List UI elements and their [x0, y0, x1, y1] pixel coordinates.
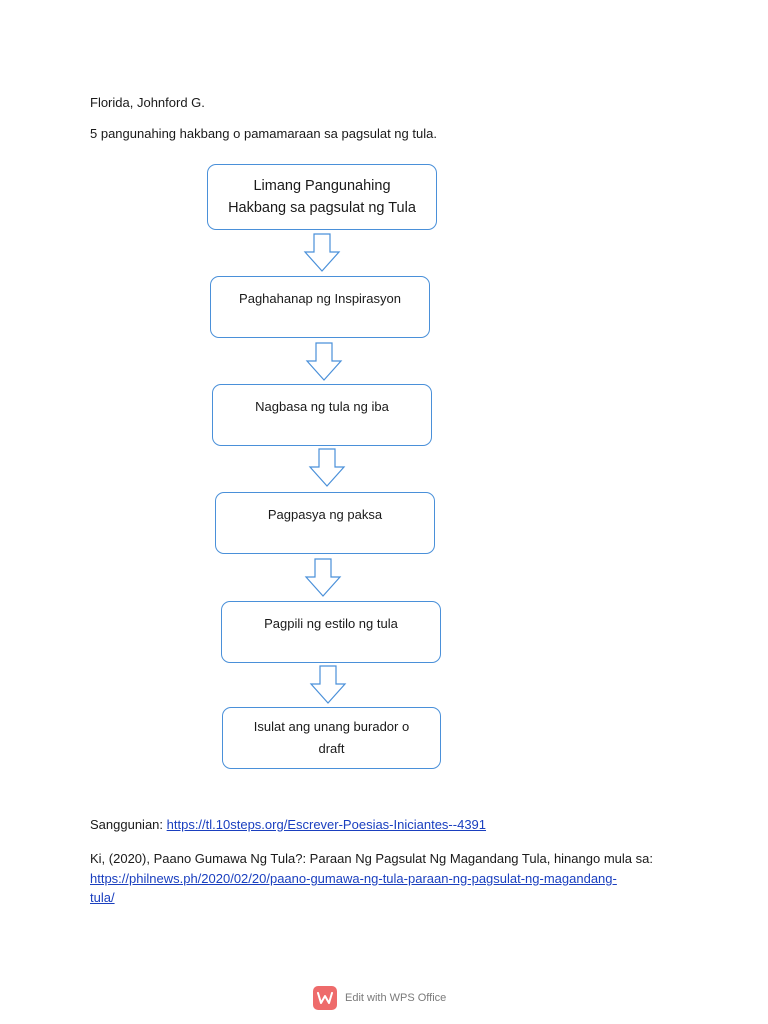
- step-label: Paghahanap ng Inspirasyon: [239, 291, 401, 306]
- step-label-line2: draft: [318, 741, 345, 756]
- step-box-1: [210, 276, 430, 338]
- citation-link[interactable]: https://philnews.ph/2020/02/20/paano-gumawa-ng-tula-paraan-ng-pagsulat-ng-magandang-: [90, 871, 617, 886]
- step-box-4: [221, 601, 441, 663]
- sanggunian-link[interactable]: https://tl.10steps.org/Escrever-Poesias-Iniciantes--4391: [166, 817, 487, 832]
- wps-edit-label[interactable]: Edit with WPS Office: [345, 992, 447, 1004]
- wps-edit-badge[interactable]: [313, 986, 446, 1010]
- flowchart-title-line2: Hakbang sa pagsulat ng Tula: [228, 200, 416, 216]
- down-arrow-icon: [308, 665, 348, 705]
- citation-link-line1: [90, 870, 617, 888]
- down-arrow-icon: [302, 233, 342, 273]
- citation-text: Ki, (2020), Paano Gumawa Ng Tula?: Paraan Ng Pagsulat Ng Magandang Tula, hinango mula sa:: [90, 851, 653, 866]
- step-box-3: [215, 492, 435, 554]
- step-label: Pagpasya ng paksa: [267, 507, 383, 522]
- step-box-2: [212, 384, 432, 446]
- author-name: Florida, Johnford G.: [90, 95, 205, 110]
- step-box-5: [222, 707, 441, 769]
- sanggunian-label: Sanggunian:: [90, 817, 164, 832]
- flowchart-title-line1: Limang Pangunahing: [253, 178, 391, 194]
- down-arrow-icon: [303, 558, 343, 598]
- citation-link-continued[interactable]: tula/: [90, 890, 115, 905]
- wps-logo-icon: [313, 986, 337, 1010]
- sanggunian-line: [90, 816, 486, 834]
- citation-link-line2: [90, 889, 115, 907]
- step-label: Nagbasa ng tula ng iba: [255, 399, 389, 414]
- step-label-line1: Isulat ang unang burador o: [253, 719, 410, 734]
- down-arrow-icon: [304, 342, 344, 382]
- step-label: Pagpili ng estilo ng tula: [264, 616, 398, 631]
- document-subtitle: 5 pangunahing hakbang o pamamaraan sa pagsulat ng tula.: [90, 126, 437, 141]
- down-arrow-icon: [307, 448, 347, 488]
- flowchart-title-box: [207, 164, 437, 230]
